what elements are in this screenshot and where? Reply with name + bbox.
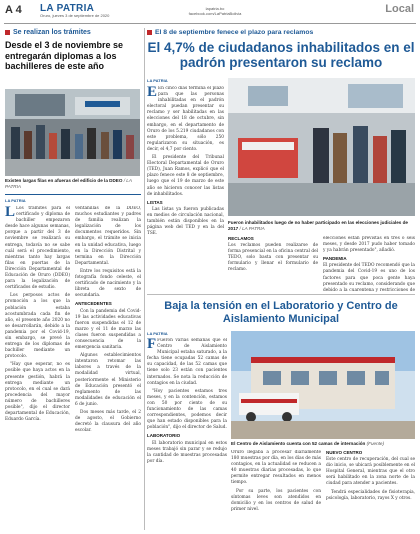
kicker-bullet-icon <box>5 30 10 35</box>
paragraph: L Los trámites para el certificado y diploma de bachiller empezaron desde hace algunas semanas, porque a partir del 3 de noviembre se realizará su entrega, todavía no se sabe cuál será el procedimiento, mientras tanto hay largas filas en puertas de la Dirección Departamental de Educación de Oruro (DDEO) para la legalización de certificados de estudio. <box>5 206 70 291</box>
bottom-article-byline: LA PATRIA <box>147 331 168 336</box>
website-link: lapatria.bo <box>205 6 225 11</box>
left-article-headline: Desde el 3 de noviembre se entregarán diplomas a los bachilleres de este año <box>5 40 124 71</box>
bottom-article-column-2 <box>231 450 321 530</box>
left-article-photo <box>5 89 140 176</box>
bottom-article-column-3 <box>326 450 415 530</box>
paragraph: Los perposos actos de promoción a los que la población estaba acostumbrada cada fin de año, el presente año 2020 no se desarrollarán, debido a la pandemia por el Covid-19, sin embargo, se prevé la entrega de los diplomas de bachiller mediante un protocolo. <box>5 293 70 360</box>
top-article-photo <box>228 78 415 216</box>
top-photo-caption: Fueron inhabilitados luego de no haber participado en las elecciones judiciales de 2017 / LA PATRIA <box>228 220 408 231</box>
subheading-nuevo-centro: NUEVO CENTRO <box>326 450 363 455</box>
dropcap: E <box>147 86 158 100</box>
left-article-kicker: Se realizan los trámites <box>5 29 141 36</box>
ddeo-building-queue-image <box>5 89 140 176</box>
electoral-office-image <box>228 78 415 216</box>
paragraph: elecciones están previstas en tres o seis meses, y desde 2017 pudo haber tomado y ya habrán presentado", añadió. <box>323 236 415 254</box>
bottom-article-photo <box>231 331 415 439</box>
article-divider <box>147 294 415 295</box>
dropcap: L <box>5 206 16 220</box>
issue-date: Oruro, jueves 3 de septiembre de 2020 <box>40 13 110 18</box>
paragraph: Oruro llegaba a procesar diariamente 180 muestras por día, en los días de más contagios, en la actualidad se reducen a 40 muestras diarias procesadas, lo que permite entregar resultados en menos tiempo. <box>231 450 321 486</box>
bottom-article-column-1 <box>147 338 227 530</box>
isolation-center-image <box>231 331 415 439</box>
paragraph: Por su parte, los pacientes con síntomas leves son atendidos en domicilio y en los centros de salud de primer nivel. <box>231 488 321 512</box>
paragraph: ventanillas de la DDEO, muchos estudiantes y padres de familia realizan la legalización de los documentos requeridos. Sin embargo, el trámite se inicia en la unidad educativa, luego en la Dirección Distrital y termina en la Dirección Departamental. <box>75 206 141 266</box>
subheading-antecedentes: ANTECEDENTES <box>75 301 112 307</box>
left-article-byline: LA PATRIA <box>5 198 26 203</box>
paragraph: Los reclamos pueden realizarse de forma presencial en la oficina central del TEDO, solo basta con presentar su formulario y llenar el formulario de reclamo. <box>228 243 318 273</box>
subheading-pandemia: PANDEMIA <box>323 256 347 262</box>
newspaper-logo: LA PATRIA <box>40 3 95 14</box>
paragraph: El presidente del Tribunal Electoral Departamental de Oruro (TED), Juan Ramos, explicó que el plazo fenece este 8 de septiembre, luego que el 19 de marzo de este año se hicieron conocer las listas de inhabilitados. <box>147 155 224 197</box>
top-article-byline: LA PATRIA <box>147 78 168 83</box>
bottom-photo-caption: El Centro de Aislamiento cuenta con 52 camas de internación (Fuente) <box>231 441 385 446</box>
page-number: A 4 <box>5 4 22 16</box>
section-name: Local <box>385 3 414 15</box>
facebook-link: facebook.com/LaPatriaBolivia <box>188 11 242 16</box>
subheading-listas: LISTAS <box>147 199 163 205</box>
kicker-bullet-icon <box>147 30 152 35</box>
paragraph: Con la pandemia del Covid-19 las actividades educativas fueron suspendidas el 12 de marzo y el 11 de marzo las clases fueron suspendidas a consecuencia de la emergencia sanitaria. <box>75 308 141 351</box>
header-divider <box>4 23 416 24</box>
top-article-kicker: El 8 de septiembre fenece el plazo para reclamos <box>147 29 415 36</box>
paragraph: "Hay que esperar, no es posible que haya actos en la presente gestión, habrá la entrega mediante un protocolo, en el cual se dará procedencia del mayor número de bachilleres posible", dijo el director departamental de Educación, Eduardo García. <box>5 362 70 423</box>
top-article-headline: El 4,7% de ciudadanos inhabilitados en el padrón presentaron su reclamo <box>147 40 415 70</box>
paragraph: Este centro de recuperación, del cual se dio inicio, se ubicará posiblemente en el Hospital General, mientras que el otro será habilitado en la zona norte de la ciudad para atender a pacientes. <box>326 457 415 487</box>
top-article-column-1 <box>147 86 224 272</box>
left-article-column-1 <box>5 206 70 530</box>
column-divider <box>144 28 145 530</box>
left-article-column-2 <box>75 206 141 530</box>
subheading-laboratorio: LABORATORIO <box>147 433 181 439</box>
dropcap: F <box>147 338 157 352</box>
top-article-column-3 <box>323 236 415 292</box>
paragraph: "Hoy pacientes estamos tres meses, y en la contención, estamos con 50 por ciento de su funcionamiento de las camas correspondientes, podemos decir que han estado disponibles para la población", dijo el director de Salud. <box>147 388 227 431</box>
paragraph: Entre los requisitos está la fotografía fondo celeste, el certificado de nacimiento y la libreta de sexto de secundaria. <box>75 268 141 299</box>
header-links <box>175 6 255 16</box>
paragraph: Algunos establecimientos intentaron retomar las labores a través de la modalidad virtual, posteriormente el Ministerio de Educación presentó el reglamento de las modalidades de educación el 6 de junio. <box>75 353 141 407</box>
paragraph: Tendrá especialidades de fisioterapia, psicología, laboratorio, rayos X y otros. <box>326 489 415 501</box>
paragraph: E En cinco días termina el plazo para que las personas inhabilitadas en el padrón electoral puedan presentar su reclamo y ser habilitadas en las elecciones del 18 de octubre, sin embargo, en el departamento de Oruro de los 5.219 ciudadanos con este problema, sólo 250 regularizaron su situación, es decir, el 4,7 por ciento. <box>147 86 224 152</box>
paragraph: F Fueron varias semanas que el Centro de Aislamiento Municipal estaba saturado, a la fecha tiene ocupadas 52 camas de su capacidad, de las 52 camas que tiene solo 23 están con pacientes internados. Se nota la reducción de contagios en la ciudad. <box>147 338 227 386</box>
subheading-reclamos: RECLAMOS <box>228 236 254 241</box>
paragraph: El presidente del TEDO recomendó que la pandemia del Covid-19 es uno de los factores para que poca gente haya presentado su reclamo, considerando que debido a la cuarentena y restricciones de <box>323 263 415 292</box>
paragraph: Las listas ya fueron publicadas en medios de circulación nacional, también están disponibles en la página web del TED y en la del TSE. <box>147 206 224 237</box>
top-article-column-2 <box>228 236 318 292</box>
paragraph: Dos meses más tarde, el 2 de agosto, el Gobierno decretó la clausura del año escolar. <box>75 410 141 434</box>
left-photo-caption: Existen largas filas en afueras del edificio de la DDEO / LA PATRIA <box>5 178 132 189</box>
paragraph: El laboratorio municipal en estos meses trabajó sin parar y se redujo la cantidad de muestras procesadas por día. <box>147 440 227 464</box>
left-article-divider <box>5 194 141 195</box>
bottom-article-headline: Baja la tensión en el Laboratorio y Centro de Aislamiento Municipal <box>164 300 398 325</box>
